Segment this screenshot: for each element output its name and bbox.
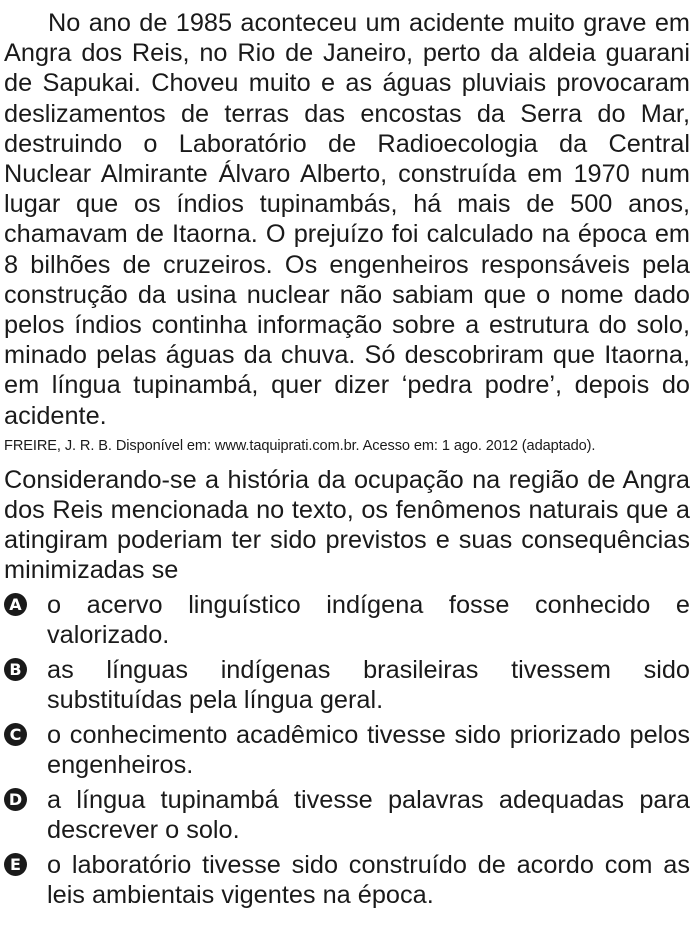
option-d-marker: D <box>4 788 27 811</box>
option-d-text: a língua tupinambá tivesse palavras adequadas para descrever o solo. <box>47 785 690 844</box>
option-b-text: as línguas indígenas brasileiras tivessem sido substituídas pela língua geral. <box>47 655 690 714</box>
answer-options <box>4 590 690 910</box>
option-c-marker: C <box>4 723 27 746</box>
option-a-text: o acervo linguístico indígena fosse conhecido e valorizado. <box>47 590 690 649</box>
option-b[interactable] <box>4 655 690 715</box>
option-e-marker: E <box>4 853 27 876</box>
source-citation: FREIRE, J. R. B. Disponível em: www.taquiprati.com.br. Acesso em: 1 ago. 2012 (adaptado). <box>4 437 596 454</box>
option-a[interactable] <box>4 590 690 650</box>
option-a-marker: A <box>4 593 27 616</box>
passage-text: No ano de 1985 aconteceu um acidente muito grave em Angra dos Reis, no Rio de Janeiro, perto da aldeia guarani de Sapukai. Choveu muito e as águas pluviais provocaram deslizamentos de terras das encostas da Serra do Mar, destruindo o Laboratório de Radioecologia da Central Nuclear Almirante Álvaro Alberto, construída em 1970 num lugar que os índios tupinambás, há mais de 500 anos, chamavam de Itaorna. O prejuízo foi calculado na época em 8 bilhões de cruzeiros. Os engenheiros responsáveis pela construção da usina nuclear não sabiam que o nome dado pelos índios continha informação sobre a estrutura do solo, minado pelas águas da chuva. Só descobriram que Itaorna, em língua tupinambá, quer dizer ‘pedra podre’, depois do acidente. <box>4 9 690 430</box>
option-e[interactable] <box>4 850 690 910</box>
option-d[interactable] <box>4 785 690 845</box>
option-b-marker: B <box>4 658 27 681</box>
option-c-text: o conhecimento acadêmico tivesse sido priorizado pelos engenheiros. <box>47 720 690 779</box>
question-stem: Considerando-se a história da ocupação na região de Angra dos Reis mencionada no texto, os fenômenos naturais que a atingiram poderiam ter sido previstos e suas consequências minimizadas se <box>4 465 690 585</box>
option-e-text: o laboratório tivesse sido construído de acordo com as leis ambientais vigentes na época. <box>47 850 690 909</box>
option-c[interactable] <box>4 720 690 780</box>
